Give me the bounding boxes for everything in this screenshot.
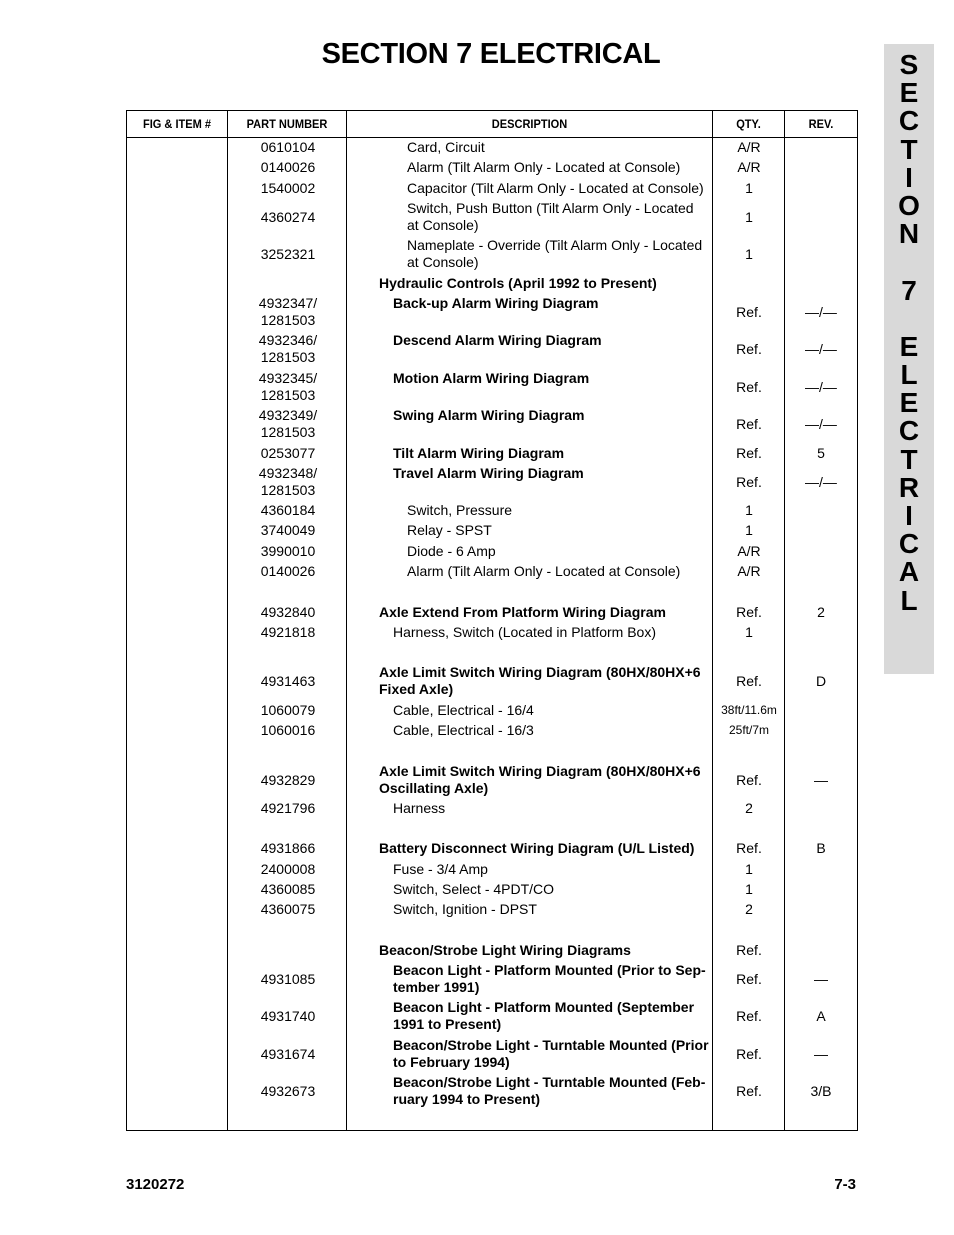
part-number: 1281503 [260, 482, 316, 498]
revision: D [815, 672, 827, 689]
column-divider [784, 111, 785, 1130]
quantity: Ref. [736, 672, 762, 689]
description-text: Travel Alarm Wiring Diagram [393, 465, 584, 481]
revision: 3/B [810, 1082, 832, 1099]
description-text: Fuse - 3/4 Amp [393, 861, 488, 877]
footer-page-number: 7-3 [834, 1176, 856, 1193]
side-tab-letter: E [899, 77, 919, 109]
quantity: A/R [737, 159, 761, 175]
quantity: Ref. [736, 840, 762, 856]
side-tab-letters [884, 51, 934, 615]
quantity: A/R [737, 543, 761, 559]
part-number: 1060079 [260, 702, 316, 718]
quantity: 2 [745, 800, 753, 816]
part-number: 4360085 [260, 881, 316, 897]
part-number: 4360274 [260, 208, 316, 225]
side-tab-letter: N [898, 218, 920, 250]
side-tab-letter: S [899, 49, 919, 80]
description-text: Cable, Electrical - 16/3 [393, 722, 534, 738]
quantity: Ref. [736, 445, 762, 461]
side-tab-letter: I [905, 500, 913, 531]
side-tab-letter: 7 [901, 274, 917, 306]
quantity: 1 [745, 502, 753, 518]
description-text: Harness [393, 800, 446, 816]
part-number: 4932347/ [258, 295, 318, 311]
revision: A [816, 1007, 826, 1024]
revision: —/— [805, 473, 837, 490]
quantity: 1 [745, 624, 753, 640]
description-text: to February 1994) [393, 1054, 510, 1070]
quantity: 1 [745, 881, 753, 897]
description-text: Switch, Select - 4PDT/CO [393, 881, 555, 897]
header-description: DESCRIPTION [491, 117, 568, 131]
part-number: 0610104 [260, 139, 316, 155]
description-text: Tilt Alarm Wiring Diagram [393, 445, 565, 461]
quantity: Ref. [736, 970, 762, 987]
description-text: Fixed Axle) [379, 681, 454, 697]
part-number: 1540002 [260, 180, 316, 196]
side-tab-letter: T [900, 133, 918, 165]
header-part-number: PART NUMBER [246, 117, 328, 131]
quantity: 1 [745, 522, 753, 538]
quantity: Ref. [736, 303, 762, 320]
part-number: 3990010 [260, 543, 316, 559]
description-text: Motion Alarm Wiring Diagram [393, 370, 590, 386]
quantity: A/R [737, 139, 761, 155]
part-number: 4932349/ [258, 407, 318, 423]
part-number: 1281503 [260, 349, 316, 365]
description-text: Alarm (Tilt Alarm Only - Located at Console) [407, 563, 681, 579]
footer-document-number: 3120272 [126, 1176, 185, 1193]
description-text: tember 1991) [393, 979, 480, 995]
side-tab-letter: C [898, 528, 920, 560]
description-text: at Console) [407, 254, 479, 270]
header-rev: REV. [808, 117, 834, 131]
quantity: Ref. [736, 340, 762, 357]
side-tab-letter: E [899, 330, 919, 362]
part-number: 4360184 [260, 502, 316, 518]
revision: —/— [805, 340, 837, 357]
quantity: Ref. [736, 378, 762, 395]
description-text: Beacon/Strobe Light Wiring Diagrams [379, 942, 631, 958]
quantity: 2 [745, 901, 753, 917]
quantity: 38ft/11.6m [721, 703, 777, 717]
part-number: 3252321 [260, 245, 316, 262]
description-text: Capacitor (Tilt Alarm Only - Located at Console) [407, 180, 704, 196]
quantity: 1 [745, 861, 753, 877]
description-text: Cable, Electrical - 16/4 [393, 702, 534, 718]
description-text: Back-up Alarm Wiring Diagram [393, 295, 599, 311]
quantity: 1 [745, 245, 753, 262]
part-number: 4932345/ [258, 370, 318, 386]
revision: —/— [805, 303, 837, 320]
revision: —/— [805, 415, 837, 432]
part-number: 4360075 [260, 901, 316, 917]
side-tab-letter: L [900, 359, 918, 391]
page-title: SECTION 7 ELECTRICAL [321, 38, 661, 70]
side-tab-letter: T [900, 443, 918, 475]
part-number: 4931085 [260, 970, 316, 987]
part-number: 1281503 [260, 312, 316, 328]
description-text: Nameplate - Override (Tilt Alarm Only - Located [407, 237, 703, 253]
revision: —/— [805, 378, 837, 395]
part-number: 2400008 [260, 861, 316, 877]
quantity: Ref. [736, 1045, 762, 1062]
description-text: Harness, Switch (Located in Platform Box) [393, 624, 656, 640]
quantity: 25ft/7m [728, 723, 770, 737]
part-number: 4921796 [260, 800, 316, 816]
description-text: Beacon/Strobe Light - Turntable Mounted (Prior [393, 1037, 709, 1053]
description-text: Beacon/Strobe Light - Turntable Mounted (Feb- [393, 1074, 706, 1090]
part-number: 1281503 [260, 387, 316, 403]
part-number: 0140026 [260, 563, 316, 579]
revision: B [816, 840, 826, 856]
description-text: Battery Disconnect Wiring Diagram (U/L Listed) [379, 840, 695, 856]
header-qty: QTY. [736, 117, 761, 131]
part-number: 1281503 [260, 424, 316, 440]
side-tab-letter: L [900, 584, 918, 616]
side-tab-letter: C [898, 105, 920, 137]
part-number: 4932346/ [258, 332, 318, 348]
revision: — [814, 970, 828, 987]
revision: 5 [817, 445, 825, 461]
header-divider [127, 137, 857, 138]
side-tab-letter: O [898, 189, 920, 221]
part-number: 0140026 [260, 159, 316, 175]
description-text: Axle Limit Switch Wiring Diagram (80HX/80HX+6 [379, 664, 701, 680]
quantity: 1 [745, 180, 753, 196]
description-text: Diode - 6 Amp [407, 543, 496, 559]
part-number: 4932348/ [258, 465, 318, 481]
part-number: 4932829 [260, 771, 316, 788]
part-number: 4921818 [260, 624, 316, 640]
description-text: Beacon Light - Platform Mounted (Prior to Sep- [393, 962, 706, 978]
side-tab-letter: A [898, 556, 920, 588]
part-number: 1060016 [260, 722, 316, 738]
description-text: Oscillating Axle) [379, 780, 489, 796]
header-fig-item: FIG & ITEM # [142, 117, 212, 131]
quantity: A/R [737, 563, 761, 579]
side-tab-letter: R [898, 471, 920, 503]
quantity: Ref. [736, 771, 762, 788]
part-number: 4932840 [260, 604, 316, 620]
part-number: 4931463 [260, 672, 316, 689]
part-number: 4932673 [260, 1082, 316, 1099]
description-text: Axle Limit Switch Wiring Diagram (80HX/80HX+6 [379, 763, 701, 779]
parts-table [126, 110, 858, 1131]
quantity: Ref. [736, 1007, 762, 1024]
description-text: Switch, Ignition - DPST [393, 901, 537, 917]
side-tab-letter: E [899, 387, 919, 419]
quantity: Ref. [736, 1082, 762, 1099]
description-text: ruary 1994 to Present) [393, 1091, 541, 1107]
description-text: Relay - SPST [407, 522, 492, 538]
part-number: 4931674 [260, 1045, 316, 1062]
description-text: Card, Circuit [407, 139, 485, 155]
description-text: 1991 to Present) [393, 1016, 502, 1032]
quantity: 1 [745, 208, 753, 225]
description-text: Swing Alarm Wiring Diagram [393, 407, 585, 423]
side-tab-letter: I [905, 161, 913, 193]
quantity: Ref. [736, 942, 762, 958]
description-text: at Console) [407, 217, 479, 233]
part-number: 0253077 [260, 445, 316, 461]
description-text: Switch, Push Button (Tilt Alarm Only - Located [407, 200, 694, 216]
revision: — [814, 771, 828, 788]
quantity: Ref. [736, 473, 762, 490]
side-tab-letter: C [898, 415, 920, 447]
description-text: Beacon Light - Platform Mounted (September [393, 999, 695, 1015]
revision: 2 [817, 604, 825, 620]
quantity: Ref. [736, 415, 762, 432]
description-text: Switch, Pressure [407, 502, 513, 518]
description-text: Axle Extend From Platform Wiring Diagram [379, 604, 666, 620]
quantity: Ref. [736, 604, 762, 620]
column-divider [227, 111, 228, 1130]
description-text: Hydraulic Controls (April 1992 to Present) [379, 275, 657, 291]
description-text: Alarm (Tilt Alarm Only - Located at Console) [407, 159, 681, 175]
revision: — [814, 1045, 828, 1062]
part-number: 3740049 [260, 522, 316, 538]
part-number: 4931740 [260, 1007, 316, 1024]
description-text: Descend Alarm Wiring Diagram [393, 332, 602, 348]
section-side-tab [884, 44, 934, 674]
part-number: 4931866 [260, 840, 316, 856]
